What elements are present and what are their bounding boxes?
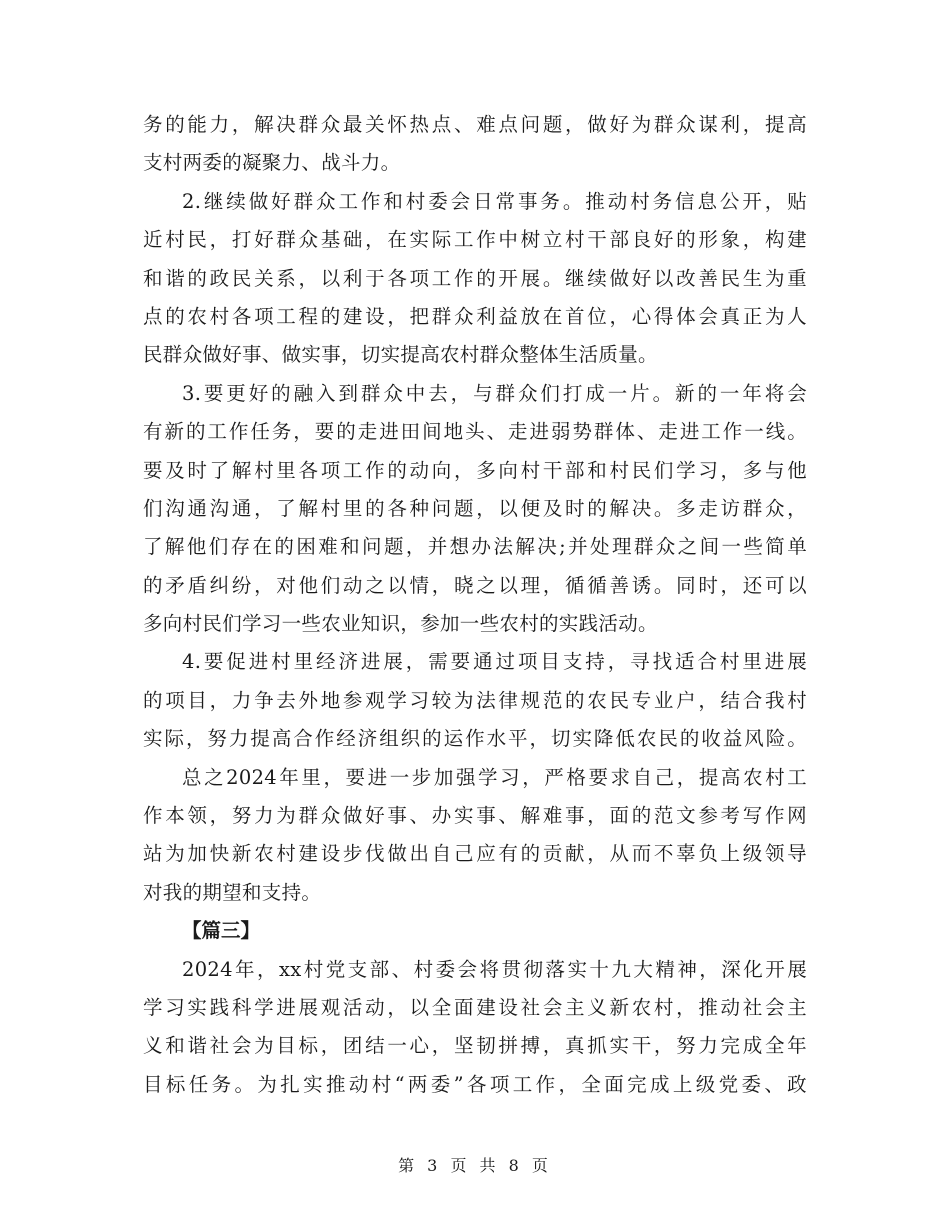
text-line: 多向村民们学习一些农业知识，参加一些农村的实践活动。	[143, 612, 658, 636]
text-line: 要及时了解村里各项工作的动向，多向村干部和村民们学习，多与他	[143, 458, 807, 482]
text-line: 的项目，力争去外地参观学习较为法律规范的农民专业户，结合我村	[143, 688, 807, 712]
text-line: 学习实践科学进展观活动，以全面建设社会主义新农村，推动社会主	[143, 995, 807, 1019]
text-line: 义和谐社会为目标，团结一心，坚韧拼搏，真抓实干，努力完成全年	[143, 1034, 807, 1058]
text-line: 了解他们存在的困难和问题，并想办法解决;并处理群众之间一些简单	[143, 535, 807, 559]
text-line: 的矛盾纠纷，对他们动之以情，晓之以理，循循善诱。同时，还可以	[143, 573, 807, 597]
text-line: 有新的工作任务，要的走进田间地头、走进弱势群体、走进工作一线。	[143, 420, 807, 444]
text-line: 站为加快新农村建设步伐做出自己应有的贡献，从而不辜负上级领导	[143, 842, 807, 866]
text-line: 对我的期望和支持。	[143, 880, 322, 904]
paragraph-line-first: 3.要更好的融入到群众中去，与群众们打成一片。新的一年将会	[182, 381, 807, 405]
text-line: 务的能力，解决群众最关怀热点、难点问题，做好为群众谋利，提高	[143, 113, 807, 136]
text-line: 支村两委的凝聚力、战斗力。	[143, 151, 401, 175]
text-line: 近村民，打好群众基础，在实际工作中树立村干部良好的形象，构建	[143, 228, 807, 252]
paragraph-line-first: 2024年，xx村党支部、村委会将贯彻落实十九大精神，深化开展	[182, 957, 807, 981]
text-line: 作本领，努力为群众做好事、办实事、解难事，面的范文参考写作网	[143, 804, 807, 828]
paragraph-line-first: 4.要促进村里经济进展，需要通过项目支持，寻找适合村里进展	[182, 650, 807, 674]
page-number: 第 3 页 共 8 页	[398, 1156, 552, 1175]
text-line: 们沟通沟通，了解村里的各种问题，以便及时的解决。多走访群众，	[143, 496, 807, 520]
text-line: 民群众做好事、做实事，切实提高农村群众整体生活质量。	[143, 343, 658, 367]
text-line: 点的农村各项工程的建设，把群众利益放在首位，心得体会真正为人	[143, 304, 807, 328]
text-line: 实际，努力提高合作经济组织的运作水平，切实降低农民的收益风险。	[143, 727, 807, 751]
document-body	[143, 106, 807, 1104]
paragraph-line-first: 2.继续做好群众工作和村委会日常事务。推动村务信息公开，贴	[182, 189, 807, 213]
section-heading: 【篇三】	[182, 919, 261, 943]
text-line: 和谐的政民关系，以利于各项工作的开展。继续做好以改善民生为重	[143, 266, 807, 290]
text-line: 目标任务。为扎实推动村“两委”各项工作，全面完成上级党委、政	[143, 1072, 807, 1096]
paragraph-line-first: 总之2024年里，要进一步加强学习，严格要求自己，提高农村工	[182, 765, 807, 789]
